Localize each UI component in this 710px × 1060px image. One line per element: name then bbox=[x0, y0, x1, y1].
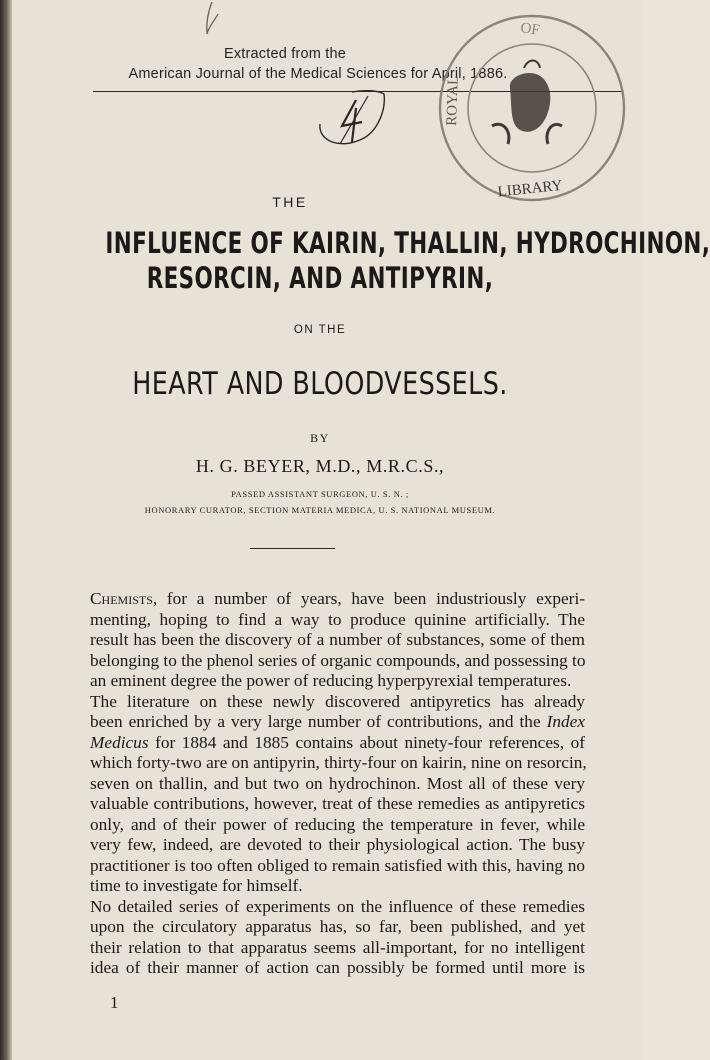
body-line: Medicus for 1884 and 1885 contains about ninety-four references, of bbox=[90, 732, 585, 752]
byline-by: BY bbox=[310, 431, 330, 445]
author-name: H. G. BEYER, M.D., M.R.C.S., bbox=[195, 456, 445, 476]
body-line: seven on thallin, and but two on hydrochinon. Most all of these very bbox=[90, 773, 585, 793]
body-line: result has been the discovery of a number of substances, some of them bbox=[90, 630, 585, 649]
body-line: practitioner is too often obliged to remain satisfied with this, having no bbox=[90, 855, 585, 875]
body-line: belonging to the phenol series of organic compounds, and possessing to bbox=[90, 650, 586, 670]
body-line: their relation to that apparatus seems all-important, for no intelligent bbox=[90, 937, 585, 957]
title-subject: HEART AND BLOODVESSELS. bbox=[132, 366, 508, 402]
title-line-2: RESORCIN, AND ANTIPYRIN, bbox=[146, 261, 494, 295]
book-binding-edge bbox=[0, 0, 12, 1060]
author-affiliation-1: PASSED ASSISTANT SURGEON, U. S. N. ; bbox=[231, 489, 409, 499]
italic-index: Index bbox=[546, 712, 586, 731]
italic-medicus: Medicus bbox=[90, 732, 149, 752]
body-line: an eminent degree the power of reducing hyperpyrexial temperatures. bbox=[90, 671, 572, 690]
stamp-text-left: ROYAL bbox=[444, 75, 462, 127]
body-line: which forty-two are on antipyrin, thirty-four on kairin, nine on resorcin, bbox=[90, 753, 587, 772]
body-line: valuable contributions, however, treat of these remedies as antipyretics bbox=[90, 794, 585, 813]
pencil-mark-icon bbox=[190, 0, 230, 50]
body-line: Chemists, for a number of years, have been industriously experi- bbox=[90, 589, 585, 608]
body-line: time to investigate for himself. bbox=[90, 876, 303, 895]
body-line: only, and of their power of reducing the temperature in fever, while bbox=[90, 814, 585, 834]
title-connector: ON THE bbox=[293, 324, 347, 336]
body-line: No detailed series of experiments on the influence of these remedies bbox=[90, 896, 585, 916]
page-number: 1 bbox=[110, 993, 119, 1012]
stamp-text-bottom: LIBRARY bbox=[496, 177, 564, 201]
title-article: THE bbox=[272, 194, 308, 210]
handwritten-number-mark-icon bbox=[312, 86, 394, 156]
body-line: The literature on these newly discovered antipyretics has already bbox=[90, 691, 585, 711]
body-line: menting, hoping to find a way to produce quinine artificially. The bbox=[90, 609, 585, 629]
extracted-from-line: Extracted from the bbox=[223, 46, 347, 62]
library-stamp-icon bbox=[412, 8, 647, 208]
journal-source-line: American Journal of the Medical Sciences for April, 1886. bbox=[128, 66, 508, 82]
body-line: very few, indeed, are devoted to their physiological action. The busy bbox=[90, 835, 585, 854]
author-affiliation-2: HONORARY CURATOR, SECTION MATERIA MEDICA, U. S. NATIONAL MUSEUM. bbox=[144, 505, 496, 515]
body-line: idea of their manner of action can possibly be formed until more is bbox=[90, 958, 585, 977]
body-text bbox=[90, 589, 585, 979]
paragraph-lead-word: Chemists bbox=[90, 589, 153, 608]
body-line: upon the circulatory apparatus has, so far, been published, and yet bbox=[90, 917, 585, 936]
section-divider bbox=[250, 548, 335, 549]
title-line-1: INFLUENCE OF KAIRIN, THALLIN, HYDROCHINON, bbox=[105, 226, 710, 260]
body-line: been enriched by a very large number of contributions, and the Index bbox=[90, 712, 586, 731]
stamp-text-top: OF bbox=[519, 20, 541, 39]
